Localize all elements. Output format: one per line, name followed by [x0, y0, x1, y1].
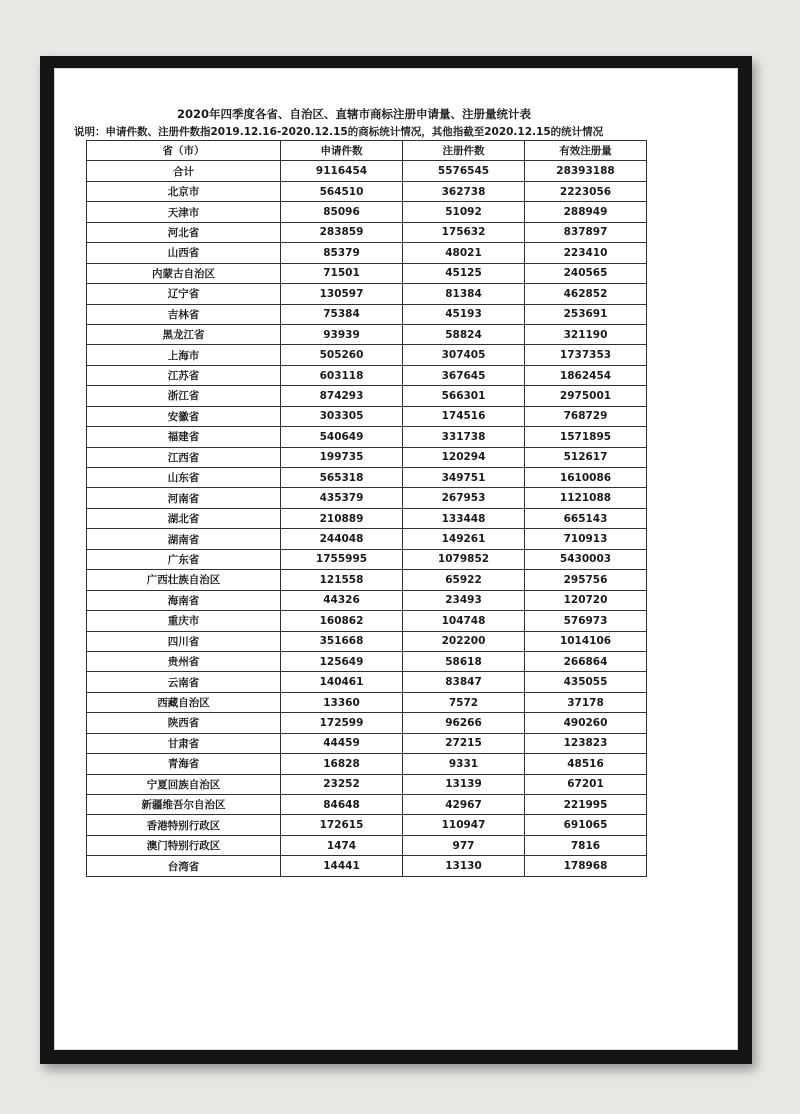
applications-cell: 75384: [281, 304, 403, 324]
province-cell: 台湾省: [87, 856, 281, 876]
province-cell: 新疆维吾尔自治区: [87, 795, 281, 815]
applications-cell: 16828: [281, 754, 403, 774]
table-row: [87, 222, 647, 242]
province-cell: 山西省: [87, 243, 281, 263]
table-row: [87, 202, 647, 222]
registrations-cell: 27215: [403, 733, 525, 753]
table-row: [87, 733, 647, 753]
applications-cell: 1474: [281, 835, 403, 855]
registrations-cell: 202200: [403, 631, 525, 651]
applications-cell: 140461: [281, 672, 403, 692]
registrations-cell: 133448: [403, 508, 525, 528]
table-row: [87, 324, 647, 344]
valid-registrations-cell: 1610086: [525, 468, 647, 488]
registrations-cell: 174516: [403, 406, 525, 426]
registrations-cell: 58824: [403, 324, 525, 344]
table-row: [87, 488, 647, 508]
valid-registrations-cell: 223410: [525, 243, 647, 263]
applications-cell: 505260: [281, 345, 403, 365]
table-row: [87, 651, 647, 671]
valid-registrations-cell: 7816: [525, 835, 647, 855]
valid-registrations-cell: 1121088: [525, 488, 647, 508]
province-cell: 安徽省: [87, 406, 281, 426]
table-row: [87, 529, 647, 549]
registrations-cell: 45193: [403, 304, 525, 324]
province-cell: 四川省: [87, 631, 281, 651]
applications-cell: 244048: [281, 529, 403, 549]
header-valid-registrations: 有效注册量: [525, 141, 647, 161]
registrations-cell: 48021: [403, 243, 525, 263]
valid-registrations-cell: 1014106: [525, 631, 647, 651]
province-cell: 广西壮族自治区: [87, 570, 281, 590]
valid-registrations-cell: 576973: [525, 611, 647, 631]
registrations-cell: 7572: [403, 692, 525, 712]
registrations-cell: 13139: [403, 774, 525, 794]
province-cell: 合计: [87, 161, 281, 181]
applications-cell: 13360: [281, 692, 403, 712]
valid-registrations-cell: 1862454: [525, 365, 647, 385]
valid-registrations-cell: 512617: [525, 447, 647, 467]
valid-registrations-cell: 67201: [525, 774, 647, 794]
applications-cell: 121558: [281, 570, 403, 590]
document-note: 说明：申请件数、注册件数指2019.12.16-2020.12.15的商标统计情况，其他指截至2020.12.15的统计情况: [74, 126, 604, 138]
applications-cell: 603118: [281, 365, 403, 385]
table-row: [87, 692, 647, 712]
province-cell: 海南省: [87, 590, 281, 610]
registrations-cell: 566301: [403, 386, 525, 406]
province-cell: 云南省: [87, 672, 281, 692]
valid-registrations-cell: 253691: [525, 304, 647, 324]
table-row: [87, 835, 647, 855]
table-row: [87, 386, 647, 406]
applications-cell: 172599: [281, 713, 403, 733]
valid-registrations-cell: 28393188: [525, 161, 647, 181]
table-row: [87, 570, 647, 590]
registrations-cell: 65922: [403, 570, 525, 590]
table-row: [87, 590, 647, 610]
valid-registrations-cell: 321190: [525, 324, 647, 344]
province-cell: 重庆市: [87, 611, 281, 631]
province-cell: 西藏自治区: [87, 692, 281, 712]
trademark-statistics-table: [86, 140, 647, 877]
registrations-cell: 83847: [403, 672, 525, 692]
province-cell: 山东省: [87, 468, 281, 488]
table-row: [87, 549, 647, 569]
registrations-cell: 1079852: [403, 549, 525, 569]
applications-cell: 84648: [281, 795, 403, 815]
valid-registrations-cell: 768729: [525, 406, 647, 426]
registrations-cell: 51092: [403, 202, 525, 222]
province-cell: 宁夏回族自治区: [87, 774, 281, 794]
valid-registrations-cell: 435055: [525, 672, 647, 692]
registrations-cell: 110947: [403, 815, 525, 835]
table-row: [87, 795, 647, 815]
table-header-row: [87, 141, 647, 161]
applications-cell: 23252: [281, 774, 403, 794]
province-cell: 澳门特别行政区: [87, 835, 281, 855]
province-cell: 湖南省: [87, 529, 281, 549]
valid-registrations-cell: 710913: [525, 529, 647, 549]
table-row: [87, 713, 647, 733]
valid-registrations-cell: 2223056: [525, 181, 647, 201]
province-cell: 广东省: [87, 549, 281, 569]
table-row: [87, 611, 647, 631]
document-title: 2020年四季度各省、自治区、直辖市商标注册申请量、注册量统计表: [176, 107, 531, 121]
registrations-cell: 367645: [403, 365, 525, 385]
registrations-cell: 96266: [403, 713, 525, 733]
province-cell: 天津市: [87, 202, 281, 222]
province-cell: 河北省: [87, 222, 281, 242]
table-row: [87, 672, 647, 692]
applications-cell: 303305: [281, 406, 403, 426]
registrations-cell: 331738: [403, 427, 525, 447]
province-cell: 辽宁省: [87, 284, 281, 304]
table-row: [87, 406, 647, 426]
table-row: [87, 284, 647, 304]
valid-registrations-cell: 178968: [525, 856, 647, 876]
applications-cell: 435379: [281, 488, 403, 508]
valid-registrations-cell: 665143: [525, 508, 647, 528]
applications-cell: 44326: [281, 590, 403, 610]
registrations-cell: 362738: [403, 181, 525, 201]
table-row: [87, 161, 647, 181]
valid-registrations-cell: 288949: [525, 202, 647, 222]
table-row: [87, 365, 647, 385]
province-cell: 河南省: [87, 488, 281, 508]
province-cell: 北京市: [87, 181, 281, 201]
valid-registrations-cell: 48516: [525, 754, 647, 774]
province-cell: 湖北省: [87, 508, 281, 528]
registrations-cell: 307405: [403, 345, 525, 365]
statistics-document: [74, 104, 624, 877]
applications-cell: 1755995: [281, 549, 403, 569]
province-cell: 香港特别行政区: [87, 815, 281, 835]
valid-registrations-cell: 462852: [525, 284, 647, 304]
valid-registrations-cell: 221995: [525, 795, 647, 815]
province-cell: 内蒙古自治区: [87, 263, 281, 283]
table-row: [87, 447, 647, 467]
applications-cell: 565318: [281, 468, 403, 488]
table-row: [87, 243, 647, 263]
registrations-cell: 23493: [403, 590, 525, 610]
province-cell: 贵州省: [87, 651, 281, 671]
applications-cell: 160862: [281, 611, 403, 631]
applications-cell: 125649: [281, 651, 403, 671]
table-row: [87, 304, 647, 324]
applications-cell: 283859: [281, 222, 403, 242]
table-row: [87, 427, 647, 447]
valid-registrations-cell: 490260: [525, 713, 647, 733]
registrations-cell: 349751: [403, 468, 525, 488]
table-row: [87, 345, 647, 365]
registrations-cell: 58618: [403, 651, 525, 671]
table-row: [87, 468, 647, 488]
province-cell: 陕西省: [87, 713, 281, 733]
table-row: [87, 263, 647, 283]
applications-cell: 210889: [281, 508, 403, 528]
valid-registrations-cell: 240565: [525, 263, 647, 283]
table-row: [87, 856, 647, 876]
registrations-cell: 5576545: [403, 161, 525, 181]
table-row: [87, 631, 647, 651]
header-registrations: 注册件数: [403, 141, 525, 161]
applications-cell: 130597: [281, 284, 403, 304]
applications-cell: 564510: [281, 181, 403, 201]
province-cell: 福建省: [87, 427, 281, 447]
registrations-cell: 13130: [403, 856, 525, 876]
table-body: [87, 161, 647, 876]
applications-cell: 85379: [281, 243, 403, 263]
province-cell: 上海市: [87, 345, 281, 365]
applications-cell: 85096: [281, 202, 403, 222]
valid-registrations-cell: 266864: [525, 651, 647, 671]
valid-registrations-cell: 2975001: [525, 386, 647, 406]
table-row: [87, 774, 647, 794]
valid-registrations-cell: 1571895: [525, 427, 647, 447]
table-row: [87, 181, 647, 201]
valid-registrations-cell: 37178: [525, 692, 647, 712]
registrations-cell: 120294: [403, 447, 525, 467]
table-row: [87, 754, 647, 774]
registrations-cell: 9331: [403, 754, 525, 774]
province-cell: 甘肃省: [87, 733, 281, 753]
applications-cell: 44459: [281, 733, 403, 753]
applications-cell: 199735: [281, 447, 403, 467]
province-cell: 江西省: [87, 447, 281, 467]
registrations-cell: 42967: [403, 795, 525, 815]
valid-registrations-cell: 295756: [525, 570, 647, 590]
registrations-cell: 149261: [403, 529, 525, 549]
registrations-cell: 81384: [403, 284, 525, 304]
applications-cell: 14441: [281, 856, 403, 876]
valid-registrations-cell: 691065: [525, 815, 647, 835]
table-row: [87, 815, 647, 835]
header-province: 省（市）: [87, 141, 281, 161]
registrations-cell: 267953: [403, 488, 525, 508]
applications-cell: 351668: [281, 631, 403, 651]
province-cell: 浙江省: [87, 386, 281, 406]
applications-cell: 172615: [281, 815, 403, 835]
applications-cell: 93939: [281, 324, 403, 344]
header-applications: 申请件数: [281, 141, 403, 161]
valid-registrations-cell: 837897: [525, 222, 647, 242]
registrations-cell: 45125: [403, 263, 525, 283]
table-row: [87, 508, 647, 528]
applications-cell: 9116454: [281, 161, 403, 181]
registrations-cell: 977: [403, 835, 525, 855]
registrations-cell: 175632: [403, 222, 525, 242]
province-cell: 青海省: [87, 754, 281, 774]
applications-cell: 71501: [281, 263, 403, 283]
applications-cell: 540649: [281, 427, 403, 447]
valid-registrations-cell: 5430003: [525, 549, 647, 569]
valid-registrations-cell: 1737353: [525, 345, 647, 365]
registrations-cell: 104748: [403, 611, 525, 631]
province-cell: 吉林省: [87, 304, 281, 324]
province-cell: 黑龙江省: [87, 324, 281, 344]
province-cell: 江苏省: [87, 365, 281, 385]
applications-cell: 874293: [281, 386, 403, 406]
valid-registrations-cell: 123823: [525, 733, 647, 753]
valid-registrations-cell: 120720: [525, 590, 647, 610]
